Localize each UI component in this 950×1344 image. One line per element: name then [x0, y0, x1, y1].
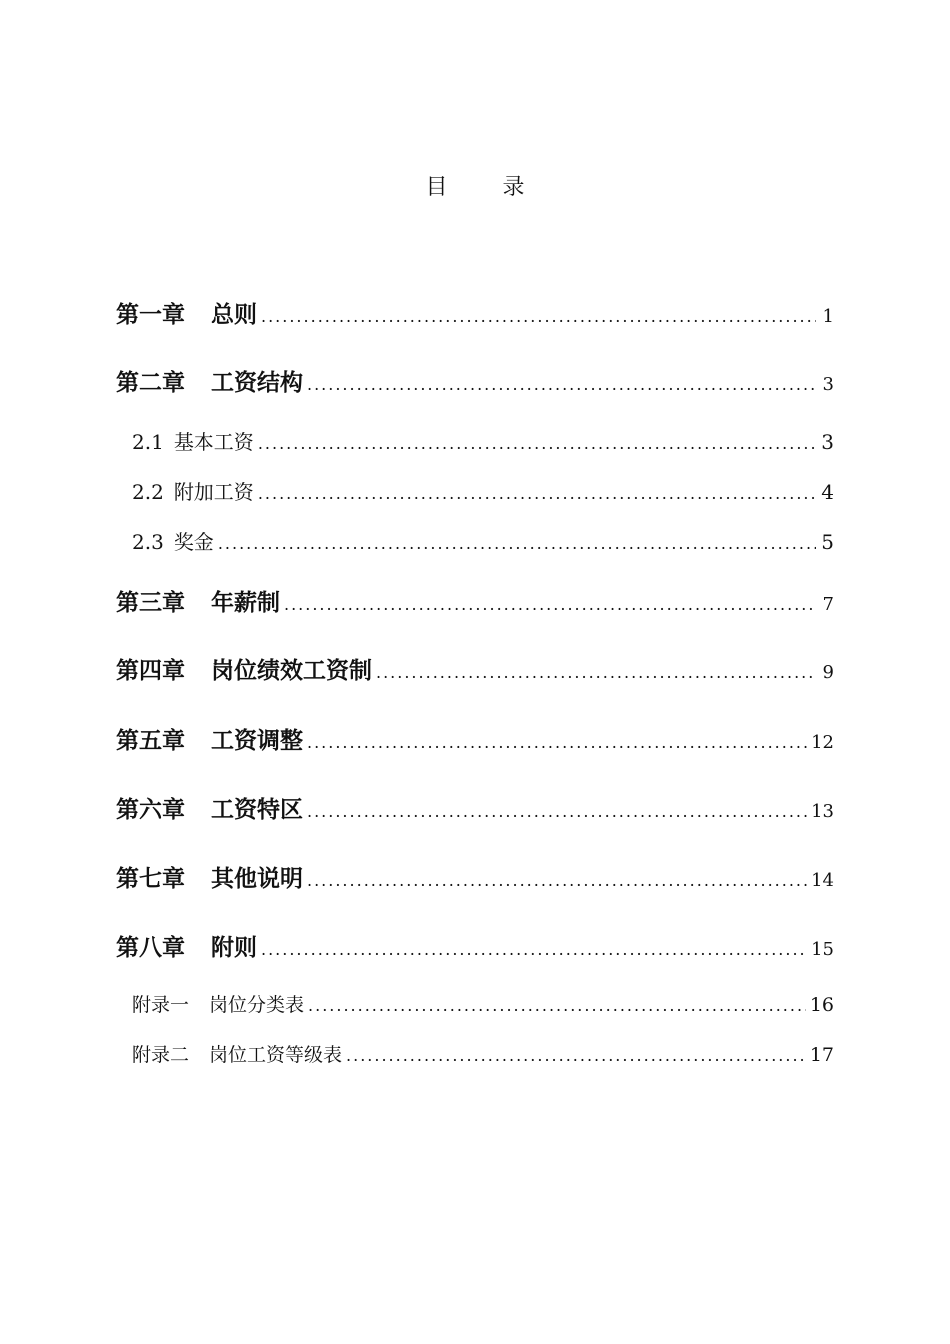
toc-entry-label: 第八章 [116, 935, 185, 961]
toc-entry-name: 工资特区 [211, 797, 303, 823]
toc-entry-page: 9 [822, 662, 834, 683]
toc-entry-label: 第一章 [116, 302, 185, 328]
toc-entry-label: 2.2 [132, 480, 164, 504]
toc-entry-chapter-5[interactable] [116, 722, 834, 755]
toc-leader-dots [284, 595, 816, 614]
page-title [0, 170, 950, 201]
toc-entry-appendix-1[interactable] [132, 990, 834, 1017]
toc-entry-chapter-7[interactable] [116, 860, 834, 893]
toc-entry-name: 奖金 [173, 530, 214, 554]
toc-entry-page: 17 [809, 1044, 834, 1066]
toc-entry-name: 岗位工资等级表 [209, 1044, 343, 1066]
toc-leader-dots [308, 996, 806, 1015]
toc-entry-name: 岗位绩效工资制 [211, 658, 372, 684]
toc-entry-section-2-1[interactable] [132, 426, 834, 455]
toc-entry-page: 15 [811, 939, 834, 960]
toc-entry-chapter-3[interactable] [116, 584, 834, 617]
toc-entry-label: 第三章 [116, 590, 185, 616]
toc-entry-label: 第二章 [116, 370, 185, 396]
toc-entry-label: 附录二 [132, 1044, 190, 1066]
toc-entry-label: 第七章 [116, 866, 185, 892]
toc-leader-dots [261, 940, 807, 959]
toc-entry-name: 附则 [211, 935, 257, 961]
toc-entry-name: 工资调整 [211, 728, 303, 754]
toc-entry-section-2-2[interactable] [132, 476, 834, 505]
toc-entry-page: 13 [811, 801, 834, 822]
toc-leader-dots [376, 663, 816, 682]
toc-entry-appendix-2[interactable] [132, 1040, 834, 1067]
toc-entry-page: 1 [822, 306, 834, 327]
toc-entry-label: 附录一 [132, 994, 190, 1016]
toc-leader-dots [307, 733, 807, 752]
toc-entry-page: 4 [821, 480, 834, 504]
toc-entry-chapter-8[interactable] [116, 929, 834, 962]
toc-entry-name: 年薪制 [211, 590, 280, 616]
toc-leader-dots [218, 534, 816, 553]
toc-leader-dots [307, 871, 807, 890]
toc-entry-page: 12 [811, 732, 834, 753]
toc-entry-chapter-2[interactable] [116, 364, 834, 397]
toc-entry-page: 3 [821, 430, 834, 454]
toc-entry-page: 7 [822, 594, 834, 615]
toc-entry-name: 其他说明 [211, 866, 303, 892]
toc-entry-page: 3 [822, 374, 834, 395]
toc-entry-section-2-3[interactable] [132, 526, 834, 555]
toc-entry-label: 2.3 [132, 530, 164, 554]
toc-leader-dots [346, 1046, 806, 1065]
title-char-2: 录 [502, 175, 525, 200]
toc-entry-label: 第四章 [116, 658, 185, 684]
toc-entry-name: 工资结构 [211, 370, 303, 396]
toc-entry-label: 第六章 [116, 797, 185, 823]
toc-leader-dots [307, 802, 807, 821]
toc-entry-label: 2.1 [132, 430, 164, 454]
toc-entry-name: 基本工资 [173, 430, 254, 454]
toc-entry-name: 岗位分类表 [209, 994, 305, 1016]
toc-leader-dots [307, 375, 816, 394]
toc-entry-name: 总则 [211, 302, 257, 328]
toc-entry-page: 16 [809, 994, 834, 1016]
title-char-1: 目 [425, 175, 448, 200]
toc-leader-dots [261, 307, 816, 326]
toc-entry-label: 第五章 [116, 728, 185, 754]
toc-entry-chapter-6[interactable] [116, 791, 834, 824]
toc-entry-page: 14 [811, 870, 834, 891]
toc-leader-dots [258, 484, 816, 503]
toc-leader-dots [258, 434, 816, 453]
toc-entry-chapter-4[interactable] [116, 652, 834, 685]
toc-entry-page: 5 [821, 530, 834, 554]
toc-entry-name: 附加工资 [173, 480, 254, 504]
toc-entry-chapter-1[interactable] [116, 296, 834, 329]
